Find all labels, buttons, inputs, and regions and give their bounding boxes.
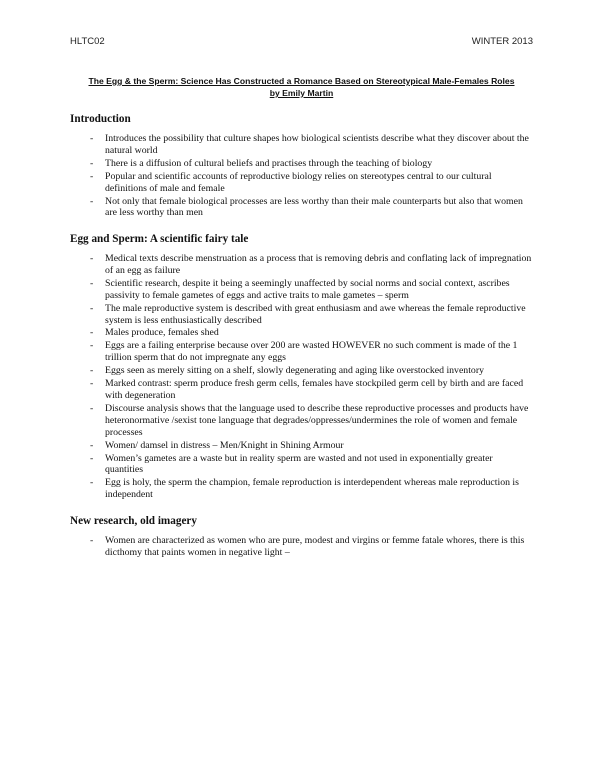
list-item-text: Women are characterized as women who are pure, modest and virgins or femme fatale whores, there is this dicthomy that paints women in negative light –: [105, 534, 525, 558]
bullet-list: [70, 253, 533, 501]
document-body: [70, 113, 533, 559]
list-item-text: There is a diffusion of cultural beliefs and practises through the teaching of biology: [105, 157, 433, 169]
bullet-dash: -: [90, 477, 94, 489]
bullet-dash: -: [90, 157, 94, 169]
bullet-dash: -: [90, 439, 94, 451]
list-item: [70, 378, 533, 402]
bullet-list: [70, 133, 533, 219]
list-item-text: Women’s gametes are a waste but in reality sperm are wasted and not used in exponentially greater quantities: [105, 452, 493, 476]
list-item-text: Not only that female biological processes are less worthy than their male counterparts but also that women are less worthy than men: [105, 195, 523, 219]
list-item-text: Eggs are a failing enterprise because over 200 are wasted HOWEVER no such comment is made of the 1 trillion sperm that do not impregnate any eggs: [105, 340, 518, 364]
list-item-text: Egg is holy, the sperm the champion, female reproduction is interdependent whereas male reproduction is independent: [105, 477, 519, 501]
list-item: [70, 278, 533, 302]
bullet-dash: -: [90, 365, 94, 377]
bullet-dash: -: [90, 340, 94, 352]
list-item-text: Popular and scientific accounts of reproductive biology relies on stereotypes central to our cultural definitions of male and female: [105, 170, 492, 194]
list-item-text: Discourse analysis shows that the language used to describe these reproductive processes and products have heteronormative /sexist tone language that degrades/oppresses/undermines the role of women and female processes: [105, 403, 529, 438]
section-heading: Egg and Sperm: A scientific fairy tale: [70, 233, 249, 246]
list-item-text: Males produce, females shed: [105, 327, 219, 339]
list-item-text: Introduces the possibility that culture shapes how biological scientists describe what they discover about the natural world: [105, 133, 529, 156]
list-item: [70, 158, 533, 170]
list-item: [70, 453, 533, 477]
bullet-dash: -: [90, 403, 94, 415]
list-item: [70, 327, 533, 339]
list-item: [70, 440, 533, 452]
bullet-dash: -: [90, 452, 94, 464]
bullet-dash: -: [90, 327, 94, 339]
bullet-dash: -: [90, 378, 94, 390]
list-item-text: Eggs seen as merely sitting on a shelf, slowly degenerating and aging like overstocked inventory: [105, 365, 484, 377]
list-item: [70, 253, 533, 277]
title-line: The Egg & the Sperm: Science Has Constructed a Romance Based on Stereotypical Male-Females Roles: [88, 76, 515, 86]
list-item: [70, 340, 533, 364]
list-item: [70, 365, 533, 377]
section-heading: Introduction: [70, 113, 131, 125]
bullet-dash: -: [90, 195, 94, 207]
page-header: [70, 36, 533, 47]
bullet-dash: -: [90, 302, 94, 314]
author-line: by Emily Martin: [269, 88, 334, 98]
list-item: [70, 303, 533, 327]
course-code: HLTC02: [70, 36, 105, 47]
list-item-text: Scientific research, despite it being a seemingly unaffected by social norms and social context, ascribes passivity to female gametes of eggs and active traits to male gametes – sperm: [105, 277, 510, 301]
document-title: [70, 75, 533, 99]
list-item-text: Medical texts describe menstruation as a process that is removing debris and conflating lack of impregnation of an egg as failure: [105, 253, 532, 276]
bullet-list: [70, 535, 533, 559]
list-item: [70, 535, 533, 559]
bullet-dash: -: [90, 170, 94, 182]
list-item: [70, 196, 533, 220]
bullet-dash: -: [90, 253, 94, 265]
section-heading: New research, old imagery: [70, 514, 197, 527]
list-item-text: Women/ damsel in distress – Men/Knight in Shining Armour: [105, 439, 344, 451]
bullet-dash: -: [90, 133, 94, 144]
bullet-dash: -: [90, 277, 94, 289]
list-item: [70, 477, 533, 501]
term-label: WINTER 2013: [471, 36, 533, 47]
list-item-text: Marked contrast: sperm produce fresh germ cells, females have stockpiled germ cell by birth and are faced with degeneration: [105, 378, 524, 402]
list-item-text: The male reproductive system is described with great enthusiasm and awe whereas the female reproductive system is less enthusiastically described: [105, 302, 526, 326]
list-item: [70, 133, 533, 157]
list-item: [70, 171, 533, 195]
list-item: [70, 403, 533, 438]
bullet-dash: -: [90, 534, 94, 546]
